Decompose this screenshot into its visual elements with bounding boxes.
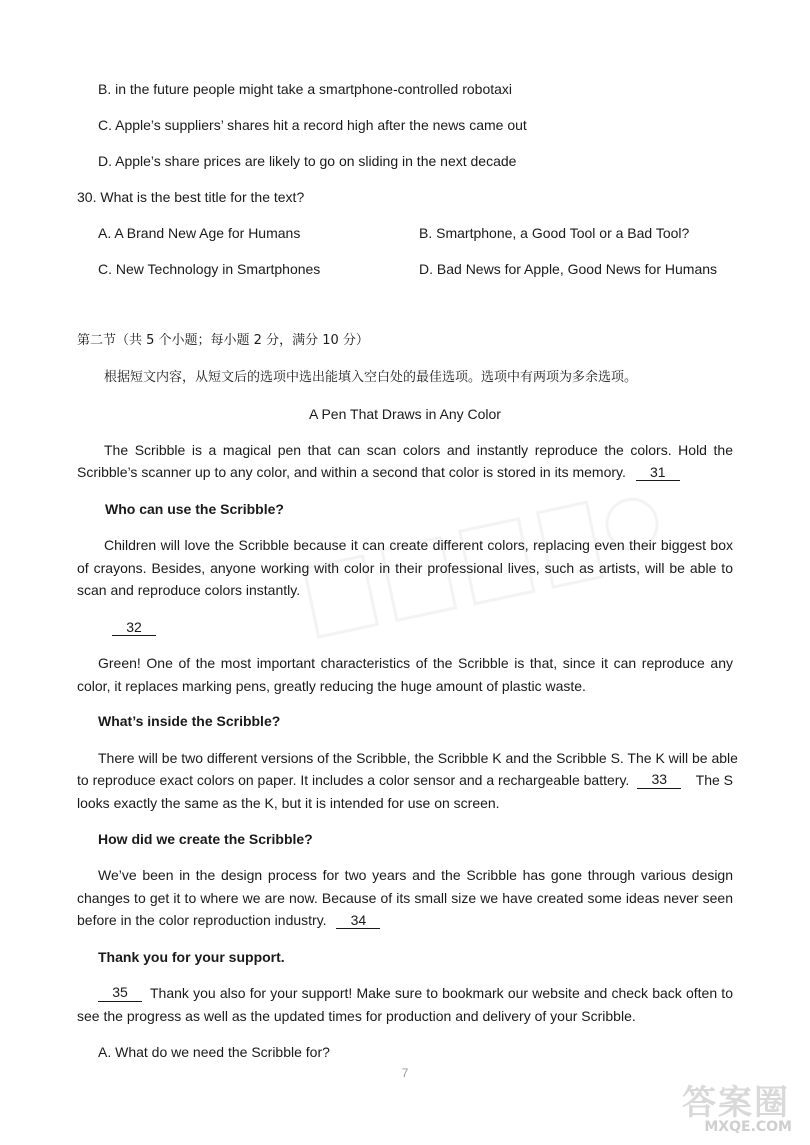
paragraph-1-line-1: The Scribble is a magical pen that can scan colors and instantly reproduce the colors. Hold the (104, 442, 733, 458)
paragraph-2-line-1: Children will love the Scribble because it can create different colors, replacing even their biggest box (104, 537, 733, 553)
blank-35-number: 35 (112, 984, 128, 1000)
paragraph-5-line-2: changes to get it to where we are now. Because of its small size we have created some ideas never seen (77, 890, 733, 906)
corner-watermark-url: MXQE.COM (704, 1119, 792, 1135)
page-number: 7 (401, 1066, 409, 1080)
section-header: 第二节（共 5 个小题；每小题 2 分，满分 10 分） (77, 333, 369, 348)
blank-35[interactable] (98, 984, 142, 1002)
paragraph-6-line-2: see the progress as well as the updated times for production and delivery of your Scribble. (77, 1008, 636, 1024)
blank-32-number: 32 (126, 619, 142, 635)
blank-32[interactable] (112, 619, 156, 636)
q30-option-c: C. New Technology in Smartphones (98, 261, 321, 277)
background-watermark (290, 472, 690, 683)
corner-watermark-title: 答案圈 (682, 1083, 790, 1123)
paragraph-4-line-1: There will be two different versions of the Scribble, the Scribble K and the Scribble S. The K will be able (98, 750, 738, 766)
paragraph-4-text-b: The S (695, 772, 733, 788)
heading-who-can-use: Who can use the Scribble? (105, 501, 284, 517)
blank-34-number: 34 (350, 912, 367, 928)
paragraph-3-line-1: Green! One of the most important characteristics of the Scribble is that, since it can reproduce any (98, 655, 733, 671)
paragraph-5-line-1: We’ve been in the design process for two years and the Scribble has gone through various design (98, 867, 733, 883)
option-a: A. What do we need the Scribble for? (98, 1044, 330, 1060)
blank-34[interactable] (336, 912, 380, 929)
q30-option-b: B. Smartphone, a Good Tool or a Bad Tool? (419, 225, 690, 241)
article-title: A Pen That Draws in Any Color (309, 406, 501, 422)
section-instruction: 根据短文内容，从短文后的选项中选出能填入空白处的最佳选项。选项中有两项为多余选项。 (104, 370, 638, 385)
blank-33-number: 33 (651, 771, 668, 787)
blank-33[interactable] (637, 771, 681, 789)
blank-32-line (112, 618, 156, 636)
paragraph-6-line-1 (98, 984, 733, 1002)
q30-option-d: D. Bad News for Apple, Good News for Humans (419, 261, 718, 277)
paragraph-2-line-2: of crayons. Besides, anyone working with color in their professional lives, such as artists, will be able to (77, 560, 733, 576)
blank-31-number: 31 (649, 464, 666, 480)
corner-watermark-logo (658, 1075, 798, 1137)
heading-whats-inside: What’s inside the Scribble? (98, 713, 281, 729)
q29-option-b: B. in the future people might take a smartphone-controlled robotaxi (98, 81, 513, 97)
heading-thank-you: Thank you for your support. (98, 949, 285, 965)
heading-how-created: How did we create the Scribble? (98, 831, 313, 847)
paragraph-6-text: Thank you also for your support! Make sure to bookmark our website and check back often to (150, 985, 733, 1001)
q30-question: 30. What is the best title for the text? (77, 189, 305, 205)
paragraph-5-line-3 (77, 911, 380, 929)
paragraph-1-line-2 (77, 463, 680, 481)
q29-option-c: C. Apple’s suppliers’ shares hit a record high after the news came out (98, 117, 527, 133)
paragraph-3-line-2: color, it replaces marking pens, greatly reducing the huge amount of plastic waste. (77, 678, 586, 694)
blank-31[interactable] (636, 464, 680, 481)
paragraph-1-text: Scribble’s scanner up to any color, and within a second that color is stored in its memory. (77, 464, 626, 480)
q29-option-d: D. Apple’s share prices are likely to go on sliding in the next decade (98, 153, 517, 169)
paragraph-4-text-a: to reproduce exact colors on paper. It includes a color sensor and a rechargeable battery. (77, 772, 630, 788)
paragraph-5-text: before in the color reproduction industry. (77, 912, 327, 928)
paragraph-4-line-2 (77, 771, 733, 789)
paragraph-2-line-3: scan and reproduce colors instantly. (77, 582, 301, 598)
paragraph-4-line-3: looks exactly the same as the K, but it is intended for use on screen. (77, 795, 500, 811)
q30-option-a: A. A Brand New Age for Humans (98, 225, 301, 241)
